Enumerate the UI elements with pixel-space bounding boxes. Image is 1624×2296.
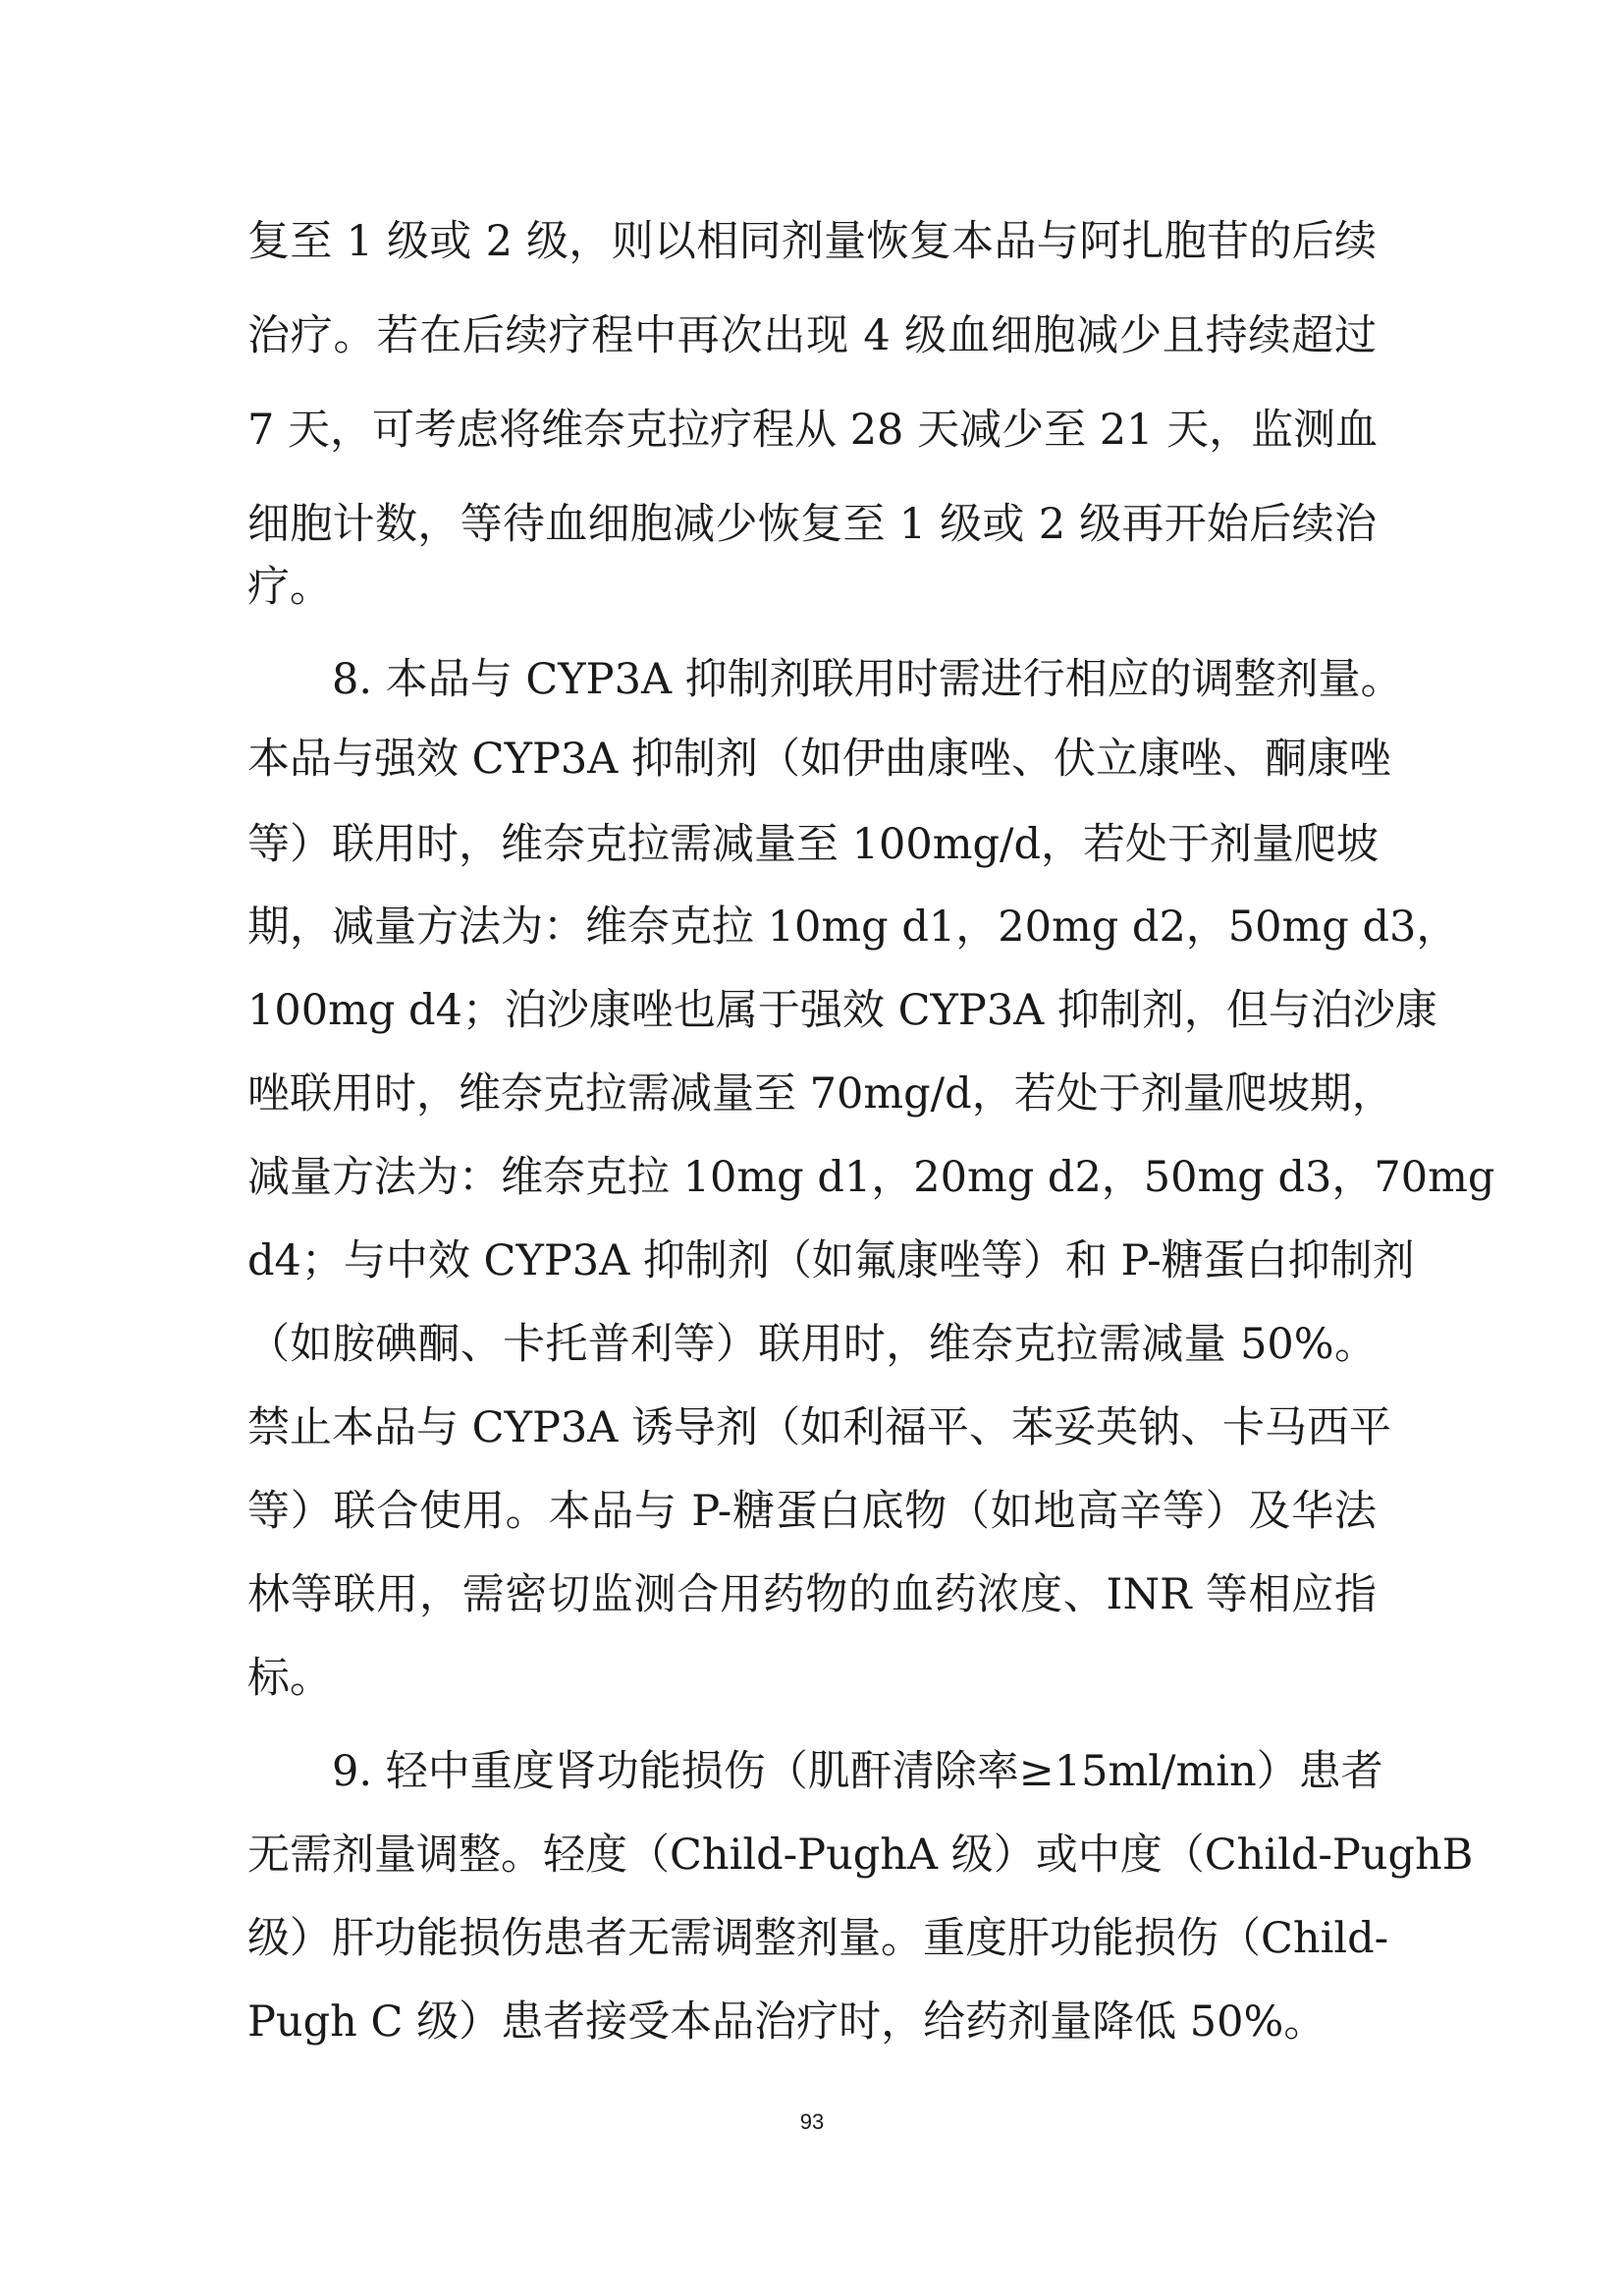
text-line: Pugh C 级）患者接受本品治疗时，给药剂量降低 50%。: [247, 1997, 1326, 2047]
text-line: 减量方法为：维奈克拉 10mg d1，20mg d2，50mg d3，70mg: [247, 1153, 1495, 1202]
text-line: 期，减量方法为：维奈克拉 10mg d1，20mg d2，50mg d3，: [247, 902, 1459, 952]
text-line: 等）联用时，维奈克拉需减量至 100mg/d，若处于剂量爬坡: [247, 820, 1380, 869]
text-line: 8. 本品与 CYP3A 抑制剂联用时需进行相应的调整剂量。: [247, 655, 1403, 704]
text-line: 标。: [247, 1654, 332, 1703]
text-line: 唑联用时，维奈克拉需减量至 70mg/d，若处于剂量爬坡期，: [247, 1069, 1394, 1119]
text-line: 禁止本品与 CYP3A 诱导剂（如利福平、苯妥英钠、卡马西平: [247, 1403, 1391, 1452]
text-line: 林等联用，需密切监测合用药物的血药浓度、INR 等相应指: [247, 1570, 1377, 1619]
page-number: 93: [799, 2109, 825, 2134]
text-line: （如胺碘酮、卡托普利等）联用时，维奈克拉需减量 50%。: [247, 1320, 1377, 1369]
text-line: 无需剂量调整。轻度（Child-PughA 级）或中度（Child-PughB: [247, 1831, 1474, 1880]
text-line: 7 天，可考虑将维奈克拉疗程从 28 天减少至 21 天，监测血: [247, 406, 1379, 455]
text-line: 治疗。若在后续疗程中再次出现 4 级血细胞减少且持续超过: [247, 311, 1377, 360]
text-line: 9. 轻中重度肾功能损伤（肌酐清除率≥15ml/min）患者: [247, 1747, 1383, 1796]
text-line: 复至 1 级或 2 级，则以相同剂量恢复本品与阿扎胞苷的后续: [247, 217, 1377, 266]
text-line: 本品与强效 CYP3A 抑制剂（如伊曲康唑、伏立康唑、酮康唑: [247, 735, 1391, 784]
text-line: 级）肝功能损伤患者无需调整剂量。重度肝功能损伤（Child-: [247, 1914, 1389, 1963]
text-line: d4；与中效 CYP3A 抑制剂（如氟康唑等）和 P-糖蛋白抑制剂: [247, 1236, 1415, 1285]
text-line: 100mg d4；泊沙康唑也属于强效 CYP3A 抑制剂，但与泊沙康: [247, 986, 1437, 1035]
text-line: 等）联合使用。本品与 P-糖蛋白底物（如地高辛等）及华法: [247, 1487, 1377, 1536]
text-line: 疗。: [247, 563, 332, 612]
text-line: 细胞计数，等待血细胞减少恢复至 1 级或 2 级再开始后续治: [247, 500, 1377, 549]
